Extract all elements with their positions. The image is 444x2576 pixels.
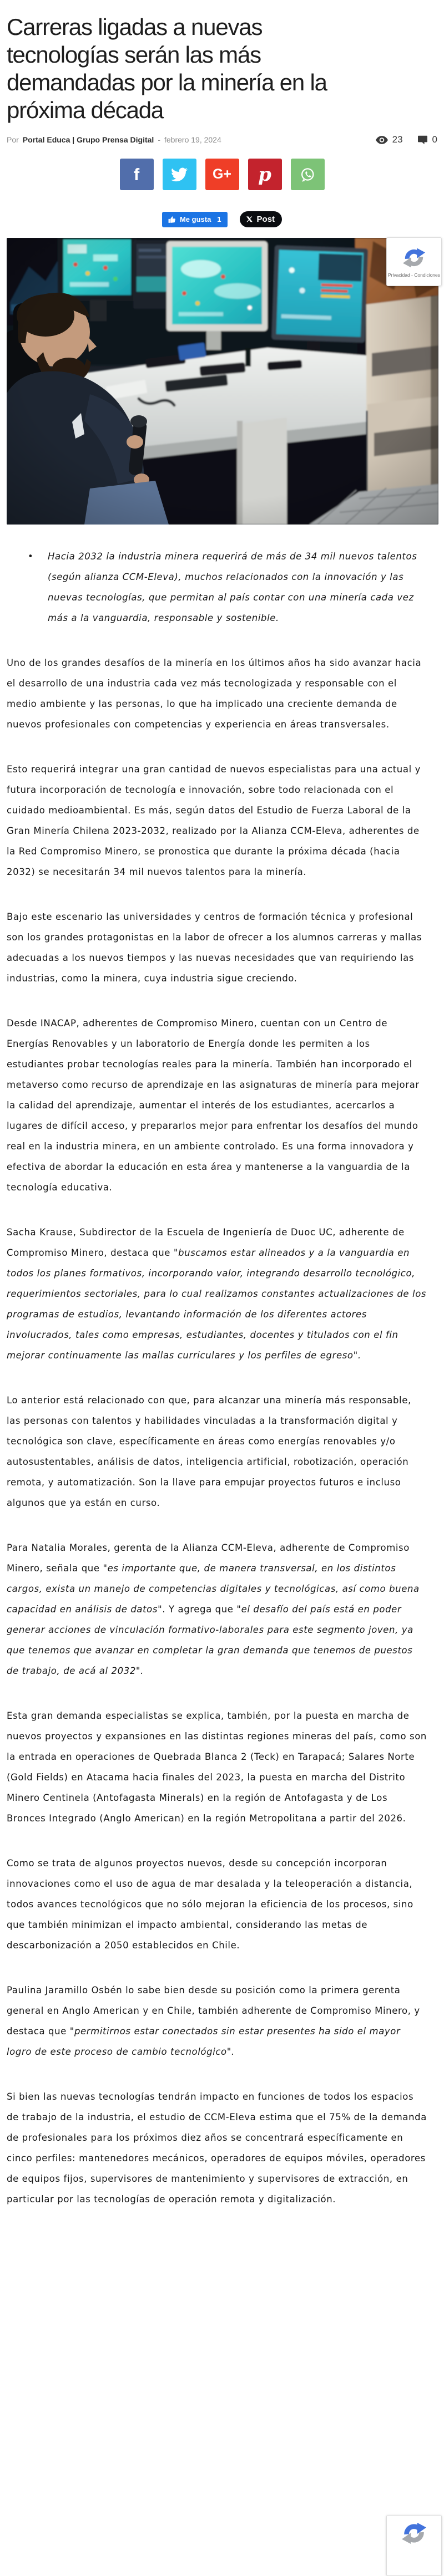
like-label: Me gusta — [179, 215, 211, 223]
views-count: 23 — [392, 134, 403, 145]
recaptcha-icon — [401, 2521, 427, 2546]
share-twitter-button[interactable] — [163, 159, 196, 190]
recaptcha-badge-bottom[interactable] — [386, 2515, 442, 2576]
byline — [7, 134, 437, 145]
recaptcha-badge[interactable] — [386, 237, 442, 286]
x-post-button[interactable] — [240, 211, 282, 227]
share-pinterest-button[interactable] — [248, 159, 282, 190]
article-paragraph: Lo anterior está relacionado con que, para alcanzar una minería más responsable, las personas con talentos y habilidades vinculadas a la transformación digital y tecnológica son clave, específicamente en áreas como energías renovables y/o autosustentables, análisis de datos, inteligencia artificial, robotización, operación remota, y automatización. Son la llave para empujar proyectos futuros e incluso algunos que ya están en curso. — [7, 1395, 411, 1508]
x-logo-icon — [246, 216, 253, 223]
article-paragraph: Sacha Krause, Subdirector de la Escuela de Ingeniería de Duoc UC, adherente de Compromiso Minero, destaca que "buscamos estar alineados y a la vanguardia en todos los planes formativos, incorporando valor, integrando desarrollo tecnológico, requerimientos sectoriales, para lo cual realizamos constantes actualizaciones de los programas de estudios, levantando información de los diferentes actores involucrados, tales como empresas, estudiantes, docentes y titulados con el fin mejorar continuamente las mallas curriculares y los perfiles de egreso". — [7, 1227, 427, 1361]
facebook-f-icon: f — [133, 165, 140, 184]
share-googleplus-button[interactable] — [205, 159, 239, 190]
control-room-illustration — [7, 238, 441, 525]
page-title: Carreras ligadas a nuevas tecnologías serán las más demandadas por la minería en la próxima década — [7, 14, 327, 123]
article-paragraph: Paulina Jaramillo Osbén lo sabe bien desde su posición como la primera gerenta general en Anglo American y en Chile, también adherente de Compromiso Minero, y destaca que "permitirnos estar conectados sin estar presentes ha sido el mayor logro de este proceso de cambio tecnológico". — [7, 1985, 420, 2057]
social-widgets — [7, 211, 437, 227]
article-page — [0, 13, 444, 2541]
article-paragraph: Si bien las nuevas tecnologías tendrán impacto en funciones de todos los espacios de trabajo de la industria, el estudio de CCM-Eleva estima que el 75% de la demanda de profesionales para los próximos diez años se concentrará específicamente en cinco perfiles: mantenedores mecánicos, operadores de equipos móviles, operadores de equipos fijos, supervisores de mantenimiento y supervisores de extracción, en particular por las tecnologías de operación remota y digitalización. — [7, 2091, 427, 2205]
author-link[interactable]: Portal Educa | Grupo Prensa Digital — [22, 135, 154, 144]
share-whatsapp-button[interactable] — [291, 159, 325, 190]
whatsapp-icon — [299, 166, 316, 184]
byline-separator: - — [158, 135, 160, 144]
share-facebook-button[interactable] — [120, 159, 154, 190]
post-label: Post — [256, 215, 275, 224]
recaptcha-privacy-terms[interactable]: Privacidad - Condiciones — [387, 272, 441, 278]
eye-icon — [376, 136, 388, 144]
comment-icon — [417, 135, 428, 145]
share-buttons — [7, 159, 437, 190]
article-paragraph: Uno de los grandes desafíos de la minería en los últimos años ha sido avanzar hacia el desarrollo de una industria cada vez más tecnologizada y responsable con el medio ambiente y las personas, lo que ha implicado una creciente demanda de nuevos profesionales con competencias y experiencia en áreas transversales. — [7, 658, 422, 730]
like-count: 1 — [217, 215, 221, 223]
lead-bullet-list — [7, 546, 437, 628]
article-stats — [376, 134, 437, 145]
googleplus-icon: G+ — [212, 166, 232, 182]
lead-bullet-item: • Hacia 2032 la industria minera requerirá de más de 34 mil nuevos talentos (según alianza CCM-Eleva), muchos relacionados con la innovación y las nuevas tecnologías, que permitan al país contar con una minería cada vez más a la vanguardia, responsable y sostenible. — [7, 546, 437, 628]
article-paragraph: Esta gran demanda especialistas se explica, también, por la puesta en marcha de nuevos proyectos y expansiones en las distintas regiones mineras del país, como son la entrada en operaciones de Quebrada Blanca 2 (Teck) en Tarapacá; Salares Norte (Gold Fields) en Atacama hacia finales del 2023, la puesta en marcha del Distrito Minero Centinela (Antofagasta Minerals) en la región de Antofagasta y de Los Bronces Integrado (Anglo American) en la región Metropolitana a partir del 2026. — [7, 1710, 427, 1824]
article-body — [7, 653, 437, 2210]
byline-prefix: Por — [7, 135, 19, 144]
article-paragraph: Desde INACAP, adherentes de Compromiso Minero, cuentan con un Centro de Energías Renovables y un laboratorio de Energía donde les permiten a los estudiantes probar tecnologías reales para la minería. También han incorporado el metaverso como recurso de aprendizaje en las asignaturas de minería para mejorar la calidad del aprendizaje, aumentar el interés de los estudiantes, acercarlos a lugares de difícil acceso, y prepararlos mejor para enfrentar los desafíos del mundo real en la industria minera, en un ambiente controlado. Es una forma innovadora y efectiva de abordar la educación en esta área y mantenerse a la vanguardia de la tecnología educativa. — [7, 1018, 420, 1193]
article-paragraph: Esto requerirá integrar una gran cantidad de nuevos especialistas para una actual y futura incorporación de tecnología e innovación, sobre todo relacionada con el cuidado medioambiental. Es más, según datos del Estudio de Fuerza Laboral de la Gran Minería Chilena 2023-2032, realizado por la Alianza CCM-Eleva, adherentes de la Red Compromiso Minero, se pronostica que durante la próxima década (hacia 2032) se necesitarán 34 mil nuevos talentos para la minería. — [7, 764, 421, 877]
pinterest-p-icon: p — [258, 163, 271, 186]
comments-count: 0 — [432, 134, 437, 145]
article-paragraph: Para Natalia Morales, gerenta de la Alianza CCM-Eleva, adherente de Compromiso Minero, señala que "es importante que, de manera transversal, en los distintos cargos, exista un manejo de competencias digitales y tecnológicas, así como buena capacidad en análisis de datos". Y agrega que "el desafío del país está en poder generar acciones de vinculación formativo-laborales para este segmento joven, ya que tenemos que avanzar en completar la gran demanda que tenemos de puestos de trabajo, de acá al 2032". — [7, 1542, 420, 1676]
recaptcha-icon — [402, 246, 426, 269]
facebook-like-button[interactable] — [162, 212, 228, 227]
twitter-bird-icon — [171, 167, 188, 182]
thumbs-up-icon — [168, 216, 176, 223]
article-hero-image — [7, 238, 441, 525]
article-paragraph: Bajo este escenario las universidades y centros de formación técnica y profesional son los grandes protagonistas en la labor de ofrecer a los alumnos carreras y mallas adecuadas a los nuevos tiempos y las nuevas necesidades que van requiriendo las industrias, como la minera, cuya industria sigue creciendo. — [7, 912, 422, 984]
publish-date: febrero 19, 2024 — [164, 135, 221, 144]
article-paragraph: Como se trata de algunos proyectos nuevos, desde su concepción incorporan innovaciones como el uso de agua de mar desalada y la teleoperación a distancia, todos avances tecnológicos que no sólo mejoran la eficiencia de los procesos, sino que también minimizan el impacto ambiental, considerando las metas de descarbonización a 2050 establecidos en Chile. — [7, 1858, 413, 1951]
